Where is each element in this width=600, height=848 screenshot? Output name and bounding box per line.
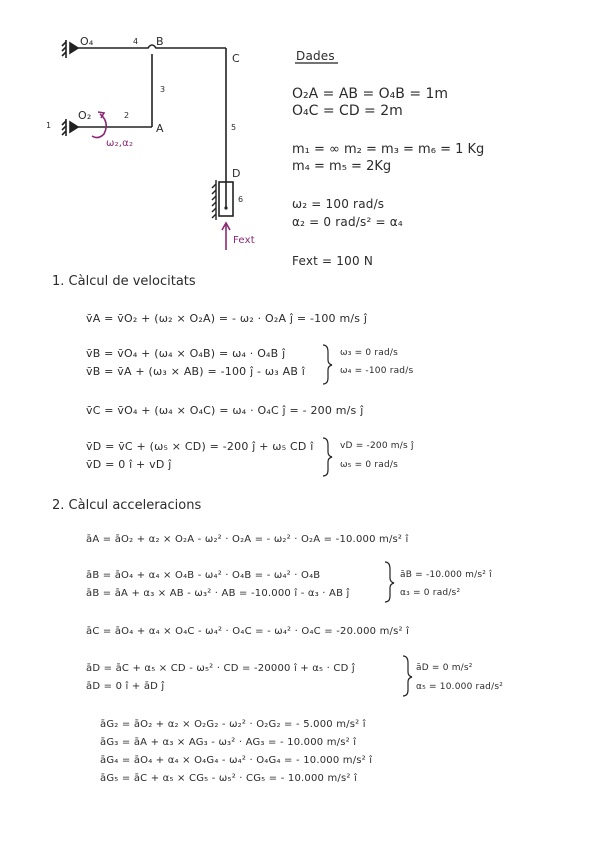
dades-line: O₄C = CD = 2m xyxy=(292,103,403,119)
label-link-4: 4 xyxy=(133,37,139,46)
brace-ad xyxy=(403,656,412,696)
link-4 xyxy=(78,45,226,48)
acceleration-eq: āG₃ = āA + α₃ × AG₃ - ω₃² · AG₃ = - 10.000 m/s² î xyxy=(100,737,357,748)
dades-line: Fext = 100 N xyxy=(292,254,374,268)
brace-vb xyxy=(323,345,332,384)
section-2-title: 2. Càlcul acceleracions xyxy=(52,498,202,513)
o4-ground-support xyxy=(62,40,78,58)
section-1-title: 1. Càlcul de velocitats xyxy=(52,274,196,289)
label-link-6: 6 xyxy=(238,195,244,204)
velocity-result: vD = -200 m/s ĵ xyxy=(340,441,414,451)
dades-line: α₂ = 0 rad/s² = α₄ xyxy=(292,215,403,229)
acceleration-result: α₅ = 10.000 rad/s² xyxy=(416,682,504,692)
acceleration-eq: āA = āO₂ + α₂ × O₂A - ω₂² · O₂A = - ω₂² · O₂A = -10.000 m/s² î xyxy=(86,534,409,545)
acceleration-eq: āB = āO₄ + α₄ × O₄B - ω₄² · O₄B = - ω₄² · O₄B xyxy=(86,570,321,581)
label-link-5: 5 xyxy=(231,123,237,132)
label-fext: Fext xyxy=(233,235,255,246)
label-link-1: 1 xyxy=(46,121,52,130)
velocity-result: ω₅ = 0 rad/s xyxy=(340,460,399,470)
acceleration-eq: āG₄ = āO₄ + α₄ × O₄G₄ - ω₄² · O₄G₄ = - 10.000 m/s² î xyxy=(100,755,373,766)
slider-ground-hatch xyxy=(212,180,216,220)
o2-ground-support xyxy=(62,119,78,136)
velocity-eq: v̄C = v̄O₄ + (ω₄ × O₄C) = ω₄ · O₄C ĵ = - 200 m/s ĵ xyxy=(86,404,364,417)
velocity-eq: v̄A = v̄O₂ + (ω₂ × O₂A) = - ω₂ · O₂A ĵ = -100 m/s ĵ xyxy=(86,312,368,325)
acceleration-eq: āB = āA + α₃ × AB - ω₃² · AB = -10.000 î - α₃ · AB ĵ xyxy=(86,588,350,599)
brace-ab xyxy=(385,562,394,602)
acceleration-eq: āG₅ = āC + α₅ × CG₅ - ω₅² · CG₅ = - 10.000 m/s² î xyxy=(100,773,357,784)
velocity-eq: v̄D = 0 î + vD ĵ xyxy=(86,458,172,471)
acceleration-eq: āD = āC + α₅ × CD - ω₅² · CD = -20000 î + α₅ · CD ĵ xyxy=(86,663,355,674)
label-omega-alpha: ω₂,α₂ xyxy=(106,138,134,149)
dades-line: O₂A = AB = O₄B = 1m xyxy=(292,86,449,102)
velocity-eq: v̄B = v̄O₄ + (ω₄ × O₄B) = ω₄ · O₄B ĵ xyxy=(86,347,286,360)
velocity-result: ω₃ = 0 rad/s xyxy=(340,348,399,358)
label-a: A xyxy=(156,122,164,135)
dades-line: ω₂ = 100 rad/s xyxy=(292,197,385,211)
label-c: C xyxy=(232,52,240,65)
omega-arrow xyxy=(92,114,106,138)
label-o4: O₄ xyxy=(80,35,94,48)
velocity-eq: v̄D = v̄C + (ω₅ × CD) = -200 ĵ + ω₅ CD î xyxy=(86,440,314,453)
dades-line: m₁ = ∞ m₂ = m₃ = m₆ = 1 Kg xyxy=(292,142,485,157)
dades-title: Dades xyxy=(296,49,335,63)
acceleration-eq: āD = 0 î + āD ĵ xyxy=(86,681,165,692)
label-link-3: 3 xyxy=(160,85,166,94)
label-b: B xyxy=(156,35,164,48)
label-link-2: 2 xyxy=(124,111,130,120)
velocity-result: ω₄ = -100 rad/s xyxy=(340,366,414,376)
label-o2: O₂ xyxy=(78,109,92,122)
velocity-eq: v̄B = v̄A + (ω₃ × AB) = -100 ĵ - ω₃ AB î xyxy=(86,365,306,378)
fext-arrow xyxy=(222,223,230,250)
brace-vd xyxy=(323,438,332,476)
acceleration-eq: āC = āO₄ + α₄ × O₄C - ω₄² · O₄C = - ω₄² · O₄C = -20.000 m/s² î xyxy=(86,626,410,637)
acceleration-result: α₃ = 0 rad/s² xyxy=(400,588,461,598)
acceleration-result: āB = -10.000 m/s² î xyxy=(400,570,492,580)
dades-line: m₄ = m₅ = 2Kg xyxy=(292,159,392,174)
acceleration-result: āD = 0 m/s² xyxy=(416,663,473,673)
label-d: D xyxy=(232,167,241,180)
acceleration-eq: āG₂ = āO₂ + α₂ × O₂G₂ - ω₂² · O₂G₂ = - 5.000 m/s² î xyxy=(100,719,366,730)
